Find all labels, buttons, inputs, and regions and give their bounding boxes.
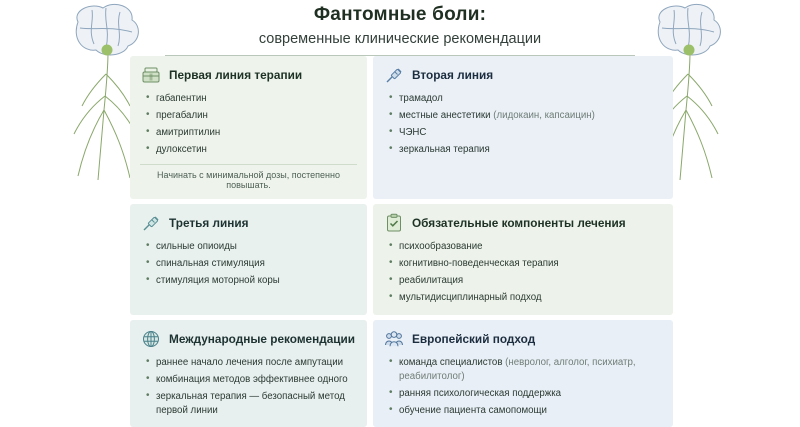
list-item: • зеркальная терапия — безопасный метод первой линии [156,390,357,418]
page-header [0,4,800,56]
card-header [140,64,357,86]
card-third-line [130,204,367,314]
page-title: Фантомные боли: [313,4,487,25]
list-item: • ЧЭНС [399,126,663,140]
team-icon [383,328,405,350]
card-header [383,328,663,350]
list-item: • габапентин [156,92,357,106]
card-title: Обязательные компоненты лечения [412,216,626,231]
list-item: • обучение пациента самопомощи [399,404,663,418]
list-item: • ранняя психологическая поддержка [399,387,663,401]
card-note: Начинать с минимальной дозы, постепенно повышать. [140,164,357,190]
list-item: • прегабалин [156,109,357,123]
list-item: • амитриптилин [156,126,357,140]
card-bullet-list [383,356,663,418]
syringe-icon [383,64,405,86]
card-title: Первая линия терапии [169,68,303,82]
list-item: • местные анестетики (лидокаин, капсаицин) [399,109,663,123]
card-bullet-list [140,356,357,418]
card-header [140,212,357,234]
card-international-recommendations [130,320,367,427]
syringe-icon [140,212,162,234]
list-item: • дулоксетин [156,143,357,157]
card-european-approach [373,320,673,427]
globe-icon [140,328,162,350]
card-header [383,64,663,86]
card-bullet-list [383,240,663,305]
card-second-line [373,56,673,199]
list-item: • раннее начало лечения после ампутации [156,356,357,370]
list-item-note: (лидокаин, капсаицин) [493,110,595,122]
list-item: • трамадол [399,92,663,106]
card-title: Вторая линия [412,68,494,82]
card-header [140,328,357,350]
card-header [383,212,663,234]
list-item: • сильные опиоиды [156,240,357,254]
list-item: • зеркальная терапия [399,143,663,157]
list-item: • спинальная стимуляция [156,257,357,271]
list-item: • команда специалистов (невролог, алголог, психиатр, реабилитолог) [399,356,663,384]
list-item: • когнитивно-поведенческая терапия [399,257,663,271]
list-item-note: (невролог, алголог, психиатр, реабилитолог) [399,356,636,382]
list-item: • психообразование [399,240,663,254]
card-first-line [130,56,367,199]
card-title: Европейский подход [412,331,536,346]
pill-box-icon [140,64,162,86]
list-item: • комбинация методов эффективнее одного [156,373,357,387]
card-title: Третья линия [169,216,249,231]
card-bullet-list [383,92,663,157]
clipboard-check-icon [383,212,405,234]
card-mandatory-components [373,204,673,314]
recommendations-grid [130,56,670,427]
card-title: Международные рекомендации [169,331,356,346]
list-item: • мультидисциплинарный подход [399,291,663,305]
page-subtitle: современные клинические рекомендации [258,31,542,47]
card-bullet-list [140,240,357,288]
card-bullet-list [140,92,357,157]
list-item: • стимуляция моторной коры [156,274,357,288]
list-item: • реабилитация [399,274,663,288]
